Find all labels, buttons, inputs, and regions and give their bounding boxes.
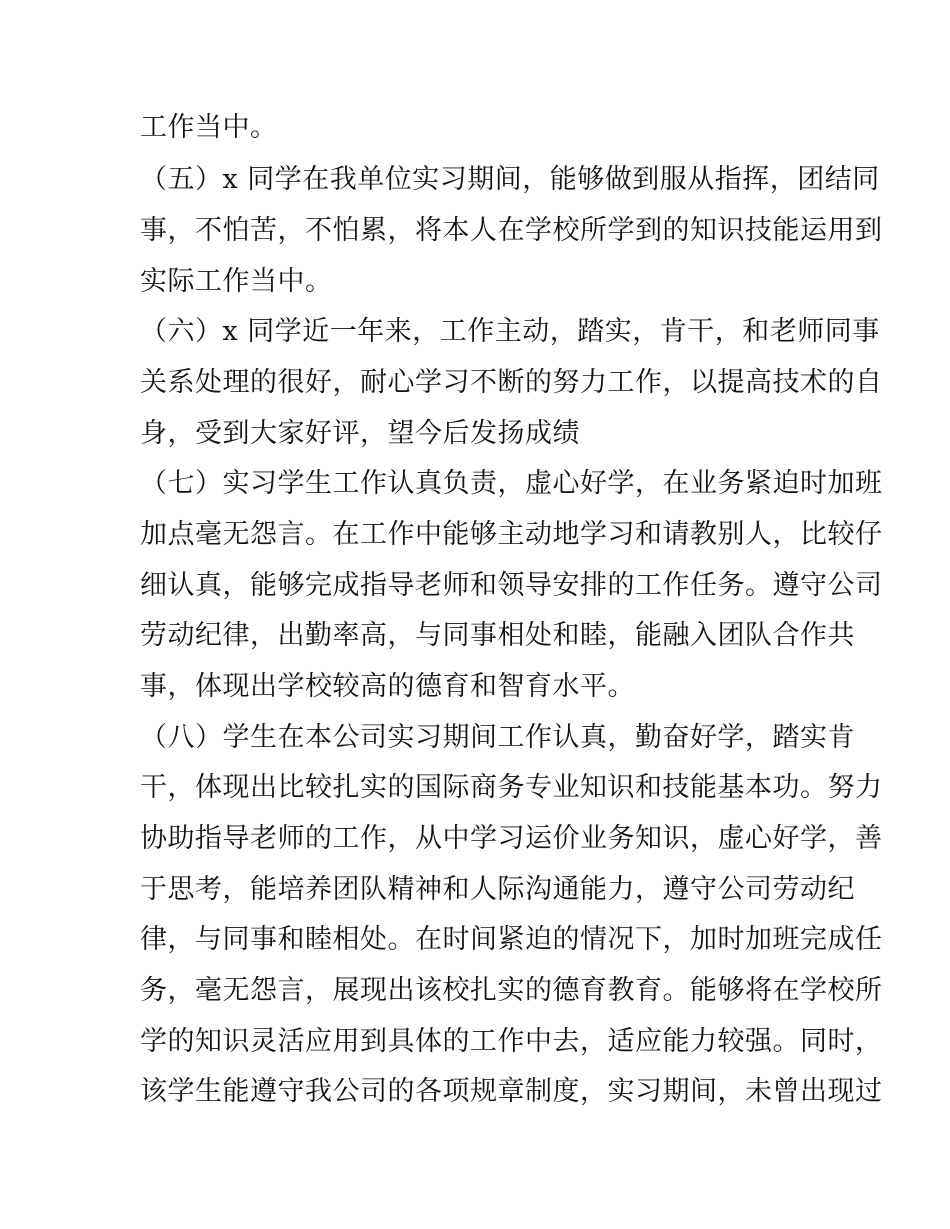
text-line: 劳动纪律，出勤率高，与同事相处和睦，能融入团队合作共: [140, 620, 855, 651]
text-line: （五）x 同学在我单位实习期间，能够做到服从指挥，团结同: [140, 164, 880, 195]
text-line: 关系处理的很好，耐心学习不断的努力工作，以提高技术的自: [140, 367, 883, 398]
text-line: 事，不怕苦，不怕累，将本人在学校所学到的知识技能运用到: [140, 215, 883, 246]
text-line: 细认真，能够完成指导老师和领导安排的工作任务。遵守公司: [140, 570, 883, 601]
text-line: 学的知识灵活应用到具体的工作中去，适应能力较强。同时，: [140, 1026, 883, 1057]
text-line: 于思考，能培养团队精神和人际沟通能力，遵守公司劳动纪: [140, 874, 855, 905]
text-line: （七）实习学生工作认真负责，虚心好学，在业务紧迫时加班: [140, 468, 883, 499]
text-line: 协助指导老师的工作，从中学习运价业务知识，虚心好学，善: [140, 823, 883, 854]
text-line: 加点毫无怨言。在工作中能够主动地学习和请教别人，比较仔: [140, 519, 883, 550]
text-line: 工作当中。: [140, 112, 278, 143]
text-line: 实际工作当中。: [140, 266, 333, 297]
text-line: 事，体现出学校较高的德育和智育水平。: [140, 671, 635, 702]
text-line: 干，体现出比较扎实的国际商务专业知识和技能基本功。努力: [140, 772, 883, 803]
text-line: （八）学生在本公司实习期间工作认真，勤奋好学，踏实肯: [140, 722, 855, 753]
text-line: 身，受到大家好评，望今后发扬成绩: [140, 418, 580, 449]
text-line: 务，毫无怨言，展现出该校扎实的德育教育。能够将在学校所: [140, 975, 883, 1006]
text-line: 该学生能遵守我公司的各项规章制度，实习期间，未曾出现过: [140, 1076, 883, 1107]
text-line: （六）x 同学近一年来，工作主动，踏实，肯干，和老师同事: [140, 316, 880, 347]
text-line: 律，与同事和睦相处。在时间紧迫的情况下，加时加班完成任: [140, 924, 883, 955]
